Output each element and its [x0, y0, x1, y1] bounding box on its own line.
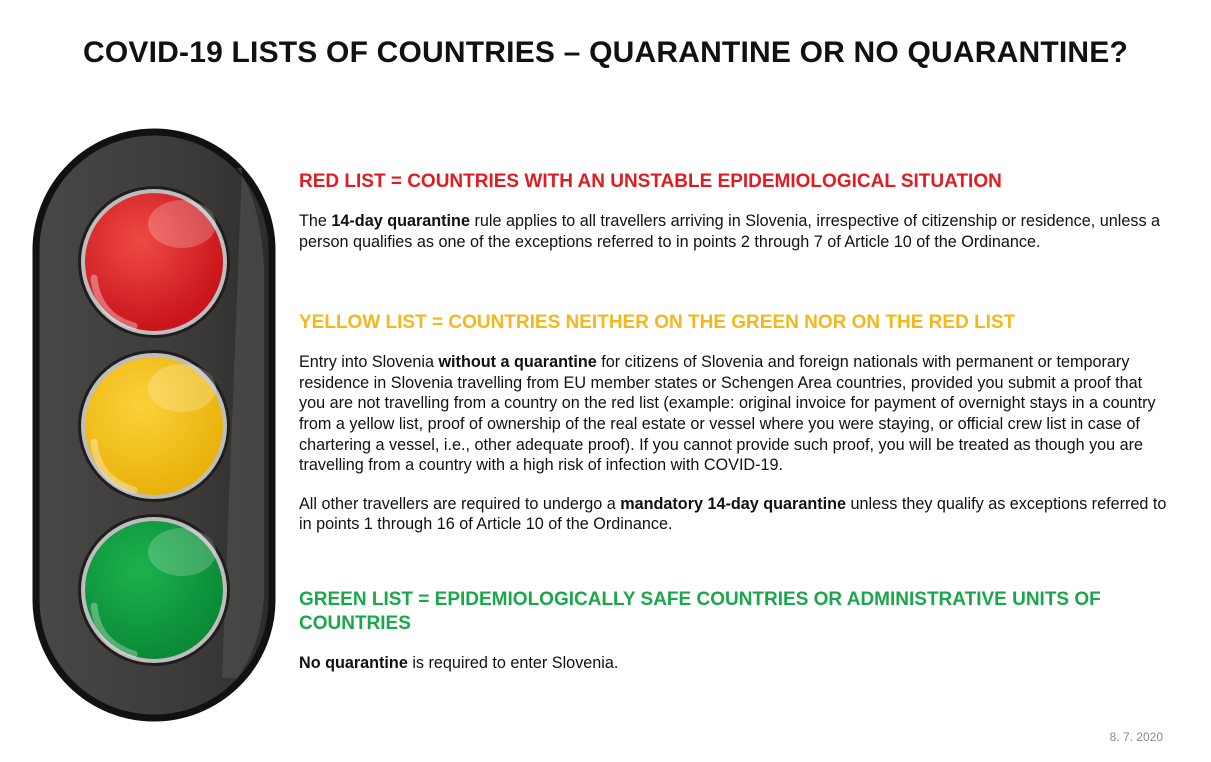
red-list-section: [299, 170, 1171, 252]
green-list-section: [299, 588, 1171, 674]
yellow-text2-post: unless they qualify as exceptions referred to in points 1 through 16 of Article 10 of the Ordinance.: [299, 494, 1167, 534]
yellow-list-text-1: [299, 352, 1171, 476]
page-title: COVID-19 LISTS OF COUNTRIES – QUARANTINE OR NO QUARANTINE?: [83, 36, 1128, 69]
green-text-bold: No quarantine: [299, 653, 408, 672]
red-list-heading: RED LIST = COUNTRIES WITH AN UNSTABLE EPIDEMIOLOGICAL SITUATION: [299, 171, 1002, 192]
lists-content: [299, 170, 1171, 674]
yellow-text-bold: without a quarantine: [438, 353, 597, 372]
yellow-list-text-2: [299, 494, 1171, 535]
date-stamp: 8. 7. 2020: [1109, 730, 1163, 744]
red-text-pre: The: [299, 212, 332, 230]
green-list-text: [299, 653, 1171, 674]
yellow-lamp: [78, 350, 230, 502]
yellow-text2-pre: All other travellers are required to undergo a: [299, 494, 621, 513]
red-text-bold: 14-day quarantine: [331, 212, 470, 230]
red-text-post: rule applies to all travellers arriving in Slovenia, irrespective of citizenship or residence, unless a person qualifies as one of the exceptions referred to in points 2 through 7 of Article 10 of the Ordinance.: [299, 212, 1161, 251]
yellow-text2-bold: mandatory 14-day quarantine: [620, 494, 847, 513]
yellow-list-heading: YELLOW LIST = COUNTRIES NEITHER ON THE GREEN NOR ON THE RED LIST: [299, 312, 1016, 334]
yellow-text-post: for citizens of Slovenia and foreign nationals with permanent or temporary residence in Slovenia travelling from EU member states or Schengen Area countries, provided you submit a proof that you are not travelling from a country on the red list (example: original invoice for payment of overnight stays in a country from a yellow list, proof of ownership of the real estate or vessel where you were staying, or official crew list in case of chartering a vessel, i.e., other adequate proof). If you cannot provide such proof, you will be treated as though you are travelling from a country with a high risk of infection with COVID-19.: [299, 353, 1156, 475]
green-list-heading: GREEN LIST = EPIDEMIOLOGICALLY SAFE COUNTRIES OR ADMINISTRATIVE UNITS OF COUNTRIES: [299, 588, 1101, 634]
green-lamp: [78, 514, 230, 666]
red-list-text: [299, 211, 1171, 252]
traffic-light-illustration: [32, 128, 276, 722]
green-text-post: is required to enter Slovenia.: [407, 653, 619, 672]
red-lamp: [78, 186, 230, 338]
yellow-text-pre: Entry into Slovenia: [299, 353, 439, 372]
yellow-list-section: [299, 311, 1171, 535]
